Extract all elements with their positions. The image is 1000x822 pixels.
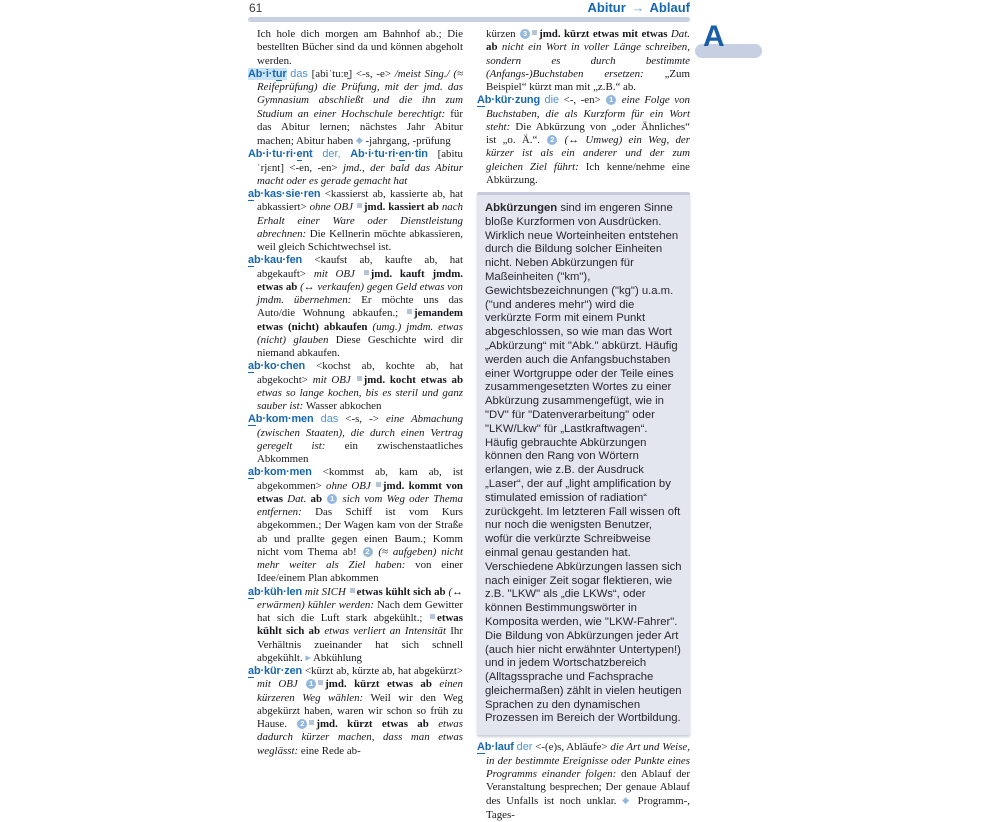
text-run: Ich hole dich morgen am Bahnhof ab.; Die bestellten Bücher sind da und können abgeholt werden. xyxy=(257,28,463,67)
text-run: eine Folge von Buchstaben, die als Kurzform für ein Wort steht: xyxy=(486,94,690,133)
header-rule xyxy=(248,17,690,22)
text-run: jemandem etwas (nicht) abkaufen xyxy=(257,307,463,333)
text-run: jmd. kürzt etwas mit etwas xyxy=(539,28,668,40)
text-run: die Art und Weise, in der bestimmte Ereignisse oder Punkte eines Programms einander folgen: xyxy=(486,741,690,780)
headword: A xyxy=(477,94,485,107)
pattern-square-icon xyxy=(318,680,323,685)
text-run: jmd. kocht etwas ab xyxy=(363,373,463,386)
guide-words xyxy=(248,0,690,15)
text-run: eine Rede ab- xyxy=(298,744,361,757)
text-run xyxy=(353,201,356,213)
pattern-square-icon xyxy=(532,30,537,35)
text-run: Er möchte uns das Auto/die Wohnung abkaufen.; xyxy=(257,294,463,320)
gender-article: das xyxy=(320,413,339,426)
headword: e xyxy=(296,148,303,161)
text-run: jmd. kürzt etwas ab xyxy=(316,718,429,730)
sense-number-badge: 3 xyxy=(520,29,530,39)
text-run xyxy=(429,718,438,730)
crossref-arrow-icon: ▸ xyxy=(305,651,311,664)
headword: Ab·i·tu·ri· xyxy=(248,148,297,161)
text-run: <kassierst ab, kassierte ab, hat abkassiert> xyxy=(257,188,463,214)
text-run: etwas kühlt sich ab xyxy=(356,585,446,598)
text-run: /meist Sing./ (≈ Reifeprüfung) die Prüfung, mit der jmd. das Gymnasium abschließt und die ihn zum Studium an einer Hochschule berechtigt: xyxy=(257,67,463,120)
headword: nt xyxy=(302,148,313,161)
text-run: (↔ erwärmen) kühler werden: xyxy=(257,585,463,611)
text-run: Wasser abkochen xyxy=(303,400,382,412)
text-run: jmd. kauft jmdm. etwas ab xyxy=(257,267,463,293)
text-run: ohne OBJ xyxy=(309,201,353,214)
compound-diamond-icon: ◆ xyxy=(622,795,633,806)
headword: Ab·i·tu·ri· xyxy=(350,148,399,161)
text-run: Abkürzungen xyxy=(485,202,558,214)
text-run: kürzen xyxy=(486,28,520,40)
gender-article: das xyxy=(290,67,308,80)
right-column xyxy=(477,28,690,822)
headword: b·kau·fen xyxy=(253,254,303,267)
text-run: Nach dem Gewitter hat sich die Luft stark abgekühlt.; xyxy=(257,598,464,624)
headword: a xyxy=(248,188,254,200)
text-run: ab xyxy=(306,492,323,505)
pattern-square-icon xyxy=(309,720,314,725)
text-run: einen kürzeren Weg wählen: xyxy=(257,678,463,704)
gender-article: der, xyxy=(322,148,341,161)
headword: a xyxy=(248,466,254,479)
text-run: <-(e)s, Abläufe> xyxy=(532,741,611,754)
entry-abkaufen xyxy=(248,254,463,360)
text-run: Ihr Verhältnis zueinander hat sich schnell abgekühlt. xyxy=(257,625,464,664)
gender-article: der xyxy=(516,741,533,754)
text-run: Die Abkürzung von „oder Ähnliches“ ist „o. Ä.“. xyxy=(486,120,690,146)
headword: u xyxy=(275,67,283,80)
guide-word-from: Abitur xyxy=(587,0,626,15)
text-run: nach Erhalt einer Ware oder Dienstleistung abrechnen: xyxy=(257,201,463,240)
text-run: -jahrgang, -prüfung xyxy=(362,135,451,147)
entry-abkuerzung xyxy=(477,94,690,187)
headword: a xyxy=(248,585,254,598)
guide-word-to: Ablauf xyxy=(649,0,690,15)
text-run: ohne OBJ xyxy=(326,479,371,492)
gender-article: die xyxy=(544,94,560,107)
pattern-square-icon xyxy=(357,203,362,208)
entry-ablauf xyxy=(477,741,690,822)
text-run xyxy=(355,268,363,280)
text-run: <kaufst ab, kaufte ab, hat abgekauft> xyxy=(257,254,463,280)
headword: b·kas·sie·ren xyxy=(253,188,321,200)
letter-tab-a: A xyxy=(703,20,725,53)
headword: b·küh·len xyxy=(253,585,303,598)
entry-abiturient xyxy=(248,148,463,188)
sense-number-badge: 1 xyxy=(606,95,616,105)
text-run xyxy=(313,148,323,160)
headword: a xyxy=(248,665,254,677)
sense-number-badge: 1 xyxy=(306,679,316,689)
text-run: den Ablauf der Veranstaltung besprechen; Der genaue Ablauf des Unfalls ist noch unklar. xyxy=(486,767,690,808)
headword: b·kür·zung xyxy=(484,94,541,107)
entry-abkuehlen xyxy=(248,586,463,666)
text-run xyxy=(298,678,305,690)
headword: a xyxy=(248,254,254,267)
text-run: (≈ aufgeben) nicht mehr weiter als Ziel haben: xyxy=(257,545,463,571)
text-run xyxy=(346,586,349,598)
text-run: mit OBJ xyxy=(312,373,351,386)
text-run: etwas kühlt sich ab xyxy=(257,612,463,638)
headword: n·tin xyxy=(404,148,428,161)
headword: e xyxy=(398,148,405,161)
text-run: Dat. xyxy=(667,28,690,40)
text-run: <kürzt ab, kürzte ab, hat abgekürzt> xyxy=(302,665,463,677)
entry-abkassieren xyxy=(248,188,463,254)
text-run: Ich kenne/nehme eine Abkürzung. xyxy=(486,160,690,186)
text-run xyxy=(322,493,326,505)
headword: b·lauf xyxy=(484,741,514,754)
pattern-square-icon xyxy=(364,270,369,275)
text-run: (umg.) jmdm. etwas (nicht) glauben xyxy=(257,320,463,346)
text-run: ein zwischenstaatliches Abkommen xyxy=(257,439,463,465)
text-run: von einer Idee/einem Plan abkommen xyxy=(257,559,464,585)
headword: Ab·i·t xyxy=(248,67,276,80)
pattern-square-icon xyxy=(350,588,355,593)
text-run: <-, -en> xyxy=(559,94,606,107)
text-run: Programm-, Tages- xyxy=(486,795,690,821)
text-run xyxy=(314,413,321,425)
usage-info-box-abkuerzungen xyxy=(477,192,690,735)
text-run: mit SICH xyxy=(304,585,346,598)
text-run: (↔ Umweg) ein Weg, der kürzer ist als ein anderer und der zum gleichen Ziel führt: xyxy=(486,134,690,173)
text-run: Diese Geschichte wird dir niemand abkaufen. xyxy=(257,333,463,359)
text-run: sind im engeren Sinne bloße Kurzformen von Ausdrücken. Wirklich neue Worteinheiten entstehen durch die Bildung solcher Einheiten nicht. Neben Abkürzungen für Maßeinheiten ("km"), Gewichtsbezeichnungen ("kg") u.a.m. ("und anderes mehr") wird die verkürzte Form mit einem Punkt abgeschlossen, so wie man das Wort „Abkürzung“ mit "Abk." abkürzt. Häufig werden auch die Anfangsbuchstaben einer Wortgruppe oder der Teile eines zusammengesetzten Wortes zu einer Abkürzung zusammengefügt, wie in "DV" für "Datenverarbeitung" oder "LKW/Lkw" für „Lastkraftwagen“. Häufig gebrauchte Abkürzungen können den Rang von Wörtern erlangen, wie z.B. der Ausdruck „Laser“, der auf „light amplification by stimulated emission of radiation“ zurückgeht. Im letzteren Fall wissen oft nur noch die wenigsten Benutzer, wofür die verkürzte Schreibweise einmal genau gestanden hat. Verschiedene Abkürzungen lassen sich nach einiger Zeit sogar flektieren, wie z.B. "LKW" als „die LKWs“, oder können Bestimmungswörter in Komposita werden, wie "LKW-Fahrer". Die Bildung von Abkürzungen jeder Art (auch hier nicht erwähnter Untertypen!) und in jedem Wortschatzbereich (Alltagssprache und Fachsprache gleichermaßen) zählt in vielen heutigen Sprachen zu den dynamischen Prozessen im Bereich der Wortbildung. xyxy=(485,202,682,725)
text-run: jmd. kürzt etwas ab xyxy=(325,678,432,691)
text-run xyxy=(341,148,351,160)
text-run: ab xyxy=(486,41,498,54)
headword: b·kom·men xyxy=(255,413,314,426)
entry-abkommen-verb xyxy=(248,466,463,585)
text-run: (↔ verkaufen) gegen Geld etwas von jmdm. übernehmen: xyxy=(257,280,463,306)
entry-abkochen xyxy=(248,360,463,413)
headword: b·kür·zen xyxy=(253,665,303,677)
pattern-square-icon xyxy=(376,482,381,487)
text-run: [abituˈrjɛnt] <-en, -en> xyxy=(257,148,463,174)
text-run: jmd., der bald das Abitur macht oder es gerade gemacht hat xyxy=(257,161,463,187)
sense-number-badge: 2 xyxy=(363,547,373,557)
text-run: „Zum Beispiel“ kürzt man mit „z.B.“ ab. xyxy=(486,67,690,93)
pattern-square-icon xyxy=(407,309,412,314)
text-run: <kochst ab, kochte ab, hat abgekocht> xyxy=(257,360,463,386)
headword: b·ko·chen xyxy=(253,360,306,373)
text-run: etwas verliert an Intensität xyxy=(324,625,447,638)
text-run: <kommst ab, kam ab, ist abgekommen> xyxy=(257,466,463,492)
sense-number-badge: 1 xyxy=(327,494,337,504)
left-column xyxy=(248,28,463,758)
headword: a xyxy=(248,360,254,373)
text-run: Weil wir den Weg abgekürzt haben, waren wir schon so früh zu Hause. xyxy=(257,691,463,730)
text-run: mit OBJ xyxy=(313,267,355,280)
text-run: jmd. kommt von etwas xyxy=(257,479,463,505)
arrow-right-icon: → xyxy=(631,0,645,15)
compound-diamond-icon: ◆ xyxy=(355,135,363,145)
text-run: Abkühlung xyxy=(310,651,363,664)
entry-abholen-continuation xyxy=(248,28,463,68)
entry-abkuerzen-continuation xyxy=(477,28,690,94)
text-run: für das Abitur lernen; nächstes Jahr Abitur machen; Abitur haben xyxy=(257,107,463,147)
entry-abkommen-noun xyxy=(248,413,463,466)
sense-number-badge: 2 xyxy=(297,719,307,729)
text-run: nicht ein Wort in voller Länge schreiben, sondern es durch bestimmte (Anfangs-)Buchstaben ersetzen: xyxy=(486,41,690,80)
headword: b·kom·men xyxy=(253,466,312,479)
text-run xyxy=(351,374,356,386)
text-run: mit OBJ xyxy=(257,678,298,691)
text-run: sich vom Weg oder Thema entfernen: xyxy=(257,492,463,518)
text-run: etwas dadurch kürzer machen, dass man etwas weglässt: xyxy=(257,718,463,757)
headword: r xyxy=(282,67,287,80)
text-run: etwas so lange kochen, bis es steril und ganz sauber ist: xyxy=(257,386,463,412)
pattern-square-icon xyxy=(430,614,435,619)
page-number: 61 xyxy=(249,1,263,15)
headword: A xyxy=(477,741,485,754)
text-run: <-s, -> xyxy=(338,413,386,426)
entry-abitur xyxy=(248,68,463,149)
pattern-square-icon xyxy=(357,376,362,381)
text-run xyxy=(371,480,375,492)
text-run: jmd. kassiert ab xyxy=(363,201,439,214)
entry-abkuerzen xyxy=(248,665,463,758)
text-run: [abiˈtuːɐ̯] <-s, -e> xyxy=(307,67,395,80)
text-run: Das Schiff ist vom Kurs abgekommen.; Der Wagen kam von der Straße ab und prallte gegen einen Baum.; Komm nicht vom Thema ab! xyxy=(257,506,463,558)
sense-number-badge: 2 xyxy=(547,135,557,145)
text-run: Die Kellnerin möchte abkassieren, weil gleich Schichtwechsel ist. xyxy=(257,227,463,253)
text-run: eine Abmachung (zwischen Staaten), die durch einen Vertrag geregelt ist: xyxy=(257,413,464,452)
text-run: Dat. xyxy=(283,492,307,505)
headword: A xyxy=(248,413,256,426)
